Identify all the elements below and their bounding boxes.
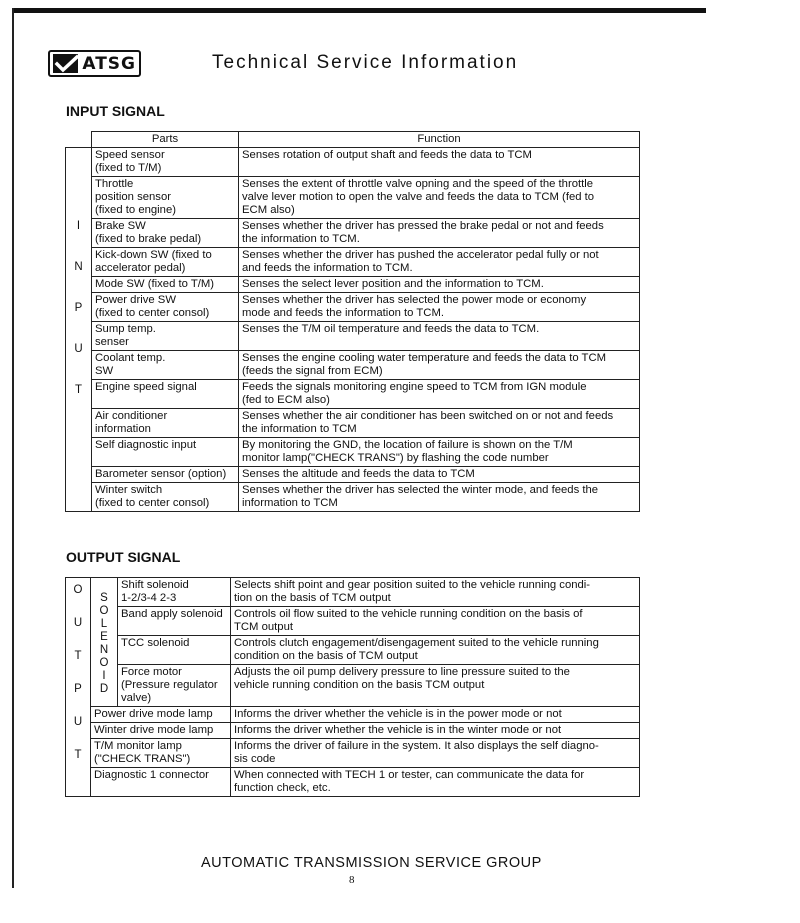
vertical-label-letter: E [100, 631, 108, 643]
table-row [66, 293, 640, 322]
part-cell: Diagnostic 1 connector [91, 768, 231, 797]
part-cell: Engine speed signal [92, 380, 239, 409]
part-cell: Force motor (Pressure regulator valve) [118, 665, 231, 707]
part-cell: Power drive mode lamp [91, 707, 231, 723]
function-cell: Senses whether the driver has selected the winter mode, and feeds the information to TCM [239, 483, 640, 512]
vertical-label-letter: N [74, 261, 83, 273]
table-row [66, 768, 640, 797]
function-cell: Senses the extent of throttle valve opning and the speed of the throttle valve lever motion to open the valve and feeds the data to TCM (fed to ECM also) [239, 177, 640, 219]
vertical-label-letter: T [74, 650, 82, 662]
output-signal-table [65, 577, 640, 797]
page-number: 8 [349, 874, 355, 886]
part-cell: TCC solenoid [118, 636, 231, 665]
table-row [66, 438, 640, 467]
vertical-label-letter: N [99, 644, 109, 656]
function-cell: Senses whether the driver has selected the power mode or economy mode and feeds the information to TCM. [239, 293, 640, 322]
table-row [66, 409, 640, 438]
function-cell: When connected with TECH 1 or tester, can communicate the data for function check, etc. [231, 768, 640, 797]
vertical-label-letter: U [73, 716, 83, 728]
function-cell: Controls clutch engagement/disengagement suited to the vehicle running condition on the basis of TCM output [231, 636, 640, 665]
table-row [66, 380, 640, 409]
vertical-label-letter: P [74, 683, 82, 695]
vertical-label-letter: O [73, 584, 83, 596]
table-row [66, 148, 640, 177]
page-header-title: Technical Service Information [212, 52, 519, 73]
table-row [66, 351, 640, 380]
part-cell: Sump temp. senser [92, 322, 239, 351]
vertical-label-letter: P [74, 302, 83, 314]
function-cell: Senses whether the driver has pushed the accelerator pedal fully or not and feeds the information to TCM. [239, 248, 640, 277]
part-cell: Coolant temp. SW [92, 351, 239, 380]
vertical-label [66, 148, 91, 397]
function-cell: Senses rotation of output shaft and feeds the data to TCM [239, 148, 640, 177]
part-cell: Barometer sensor (option) [92, 467, 239, 483]
col-header-function: Function [239, 132, 640, 148]
input-table-corner [66, 132, 92, 148]
col-header-parts: Parts [92, 132, 239, 148]
part-cell: Mode SW (fixed to T/M) [92, 277, 239, 293]
vertical-label [91, 578, 117, 696]
function-cell: By monitoring the GND, the location of failure is shown on the T/M monitor lamp("CHECK TRANS") by flashing the code number [239, 438, 640, 467]
table-row [66, 467, 640, 483]
table-row [66, 707, 640, 723]
vertical-label-letter: S [100, 592, 108, 604]
vertical-label-letter: U [74, 343, 83, 355]
function-cell: Senses the engine cooling water temperature and feeds the data to TCM (feeds the signal from ECM) [239, 351, 640, 380]
output-signal-title: OUTPUT SIGNAL [66, 549, 181, 565]
table-row [66, 248, 640, 277]
part-cell: Band apply solenoid [118, 607, 231, 636]
input-signal-table [65, 131, 640, 512]
function-cell: Informs the driver of failure in the system. It also displays the self diagno- sis code [231, 739, 640, 768]
table-row [66, 739, 640, 768]
vertical-label-letter: U [73, 617, 83, 629]
table-row [66, 665, 640, 707]
part-cell: Speed sensor (fixed to T/M) [92, 148, 239, 177]
table-row [66, 607, 640, 636]
input-side-label [66, 148, 92, 512]
footer-title: AUTOMATIC TRANSMISSION SERVICE GROUP [201, 855, 542, 871]
part-cell: Air conditioner information [92, 409, 239, 438]
part-cell: Winter drive mode lamp [91, 723, 231, 739]
function-cell: Senses the altitude and feeds the data to TCM [239, 467, 640, 483]
vertical-label [66, 578, 90, 762]
vertical-label-letter: I [102, 670, 106, 682]
function-cell: Informs the driver whether the vehicle is in the power mode or not [231, 707, 640, 723]
check-mark-icon [53, 54, 78, 73]
table-row [66, 277, 640, 293]
table-row [66, 483, 640, 512]
part-cell: Winter switch (fixed to center consol) [92, 483, 239, 512]
part-cell: Power drive SW (fixed to center consol) [92, 293, 239, 322]
function-cell: Senses the T/M oil temperature and feeds the data to TCM. [239, 322, 640, 351]
output-side-label [66, 578, 91, 797]
solenoid-group-label [91, 578, 118, 707]
part-cell: Self diagnostic input [92, 438, 239, 467]
vertical-label-letter: I [76, 220, 81, 232]
vertical-label-letter: O [99, 657, 109, 669]
function-cell: Informs the driver whether the vehicle is in the winter mode or not [231, 723, 640, 739]
part-cell: Shift solenoid 1-2/3-4 2-3 [118, 578, 231, 607]
part-cell: Throttle position sensor (fixed to engine) [92, 177, 239, 219]
function-cell: Controls oil flow suited to the vehicle running condition on the basis of TCM output [231, 607, 640, 636]
part-cell: T/M monitor lamp ("CHECK TRANS") [91, 739, 231, 768]
function-cell: Adjusts the oil pump delivery pressure to line pressure suited to the vehicle running condition on the basis TCM output [231, 665, 640, 707]
vertical-label-letter: D [99, 683, 109, 695]
table-row [66, 177, 640, 219]
function-cell: Feeds the signals monitoring engine speed to TCM from IGN module (fed to ECM also) [239, 380, 640, 409]
vertical-label-letter: O [99, 605, 109, 617]
vertical-label-letter: L [100, 618, 108, 630]
function-cell: Senses the select lever position and the information to TCM. [239, 277, 640, 293]
atsg-logo [48, 50, 141, 77]
left-border-bar [12, 8, 14, 888]
part-cell: Brake SW (fixed to brake pedal) [92, 219, 239, 248]
table-row [66, 636, 640, 665]
table-row [66, 322, 640, 351]
top-border-bar [14, 8, 706, 13]
function-cell: Senses whether the driver has pressed the brake pedal or not and feeds the information to TCM. [239, 219, 640, 248]
table-row [66, 723, 640, 739]
table-row [66, 578, 640, 607]
vertical-label-letter: T [74, 384, 83, 396]
vertical-label-letter: T [74, 749, 82, 761]
function-cell: Senses whether the air conditioner has been switched on or not and feeds the information to TCM [239, 409, 640, 438]
function-cell: Selects shift point and gear position suited to the vehicle running condi- tion on the basis of TCM output [231, 578, 640, 607]
input-signal-title: INPUT SIGNAL [66, 103, 165, 119]
table-row [66, 219, 640, 248]
part-cell: Kick-down SW (fixed to accelerator pedal) [92, 248, 239, 277]
logo-text: ATSG [82, 53, 136, 74]
